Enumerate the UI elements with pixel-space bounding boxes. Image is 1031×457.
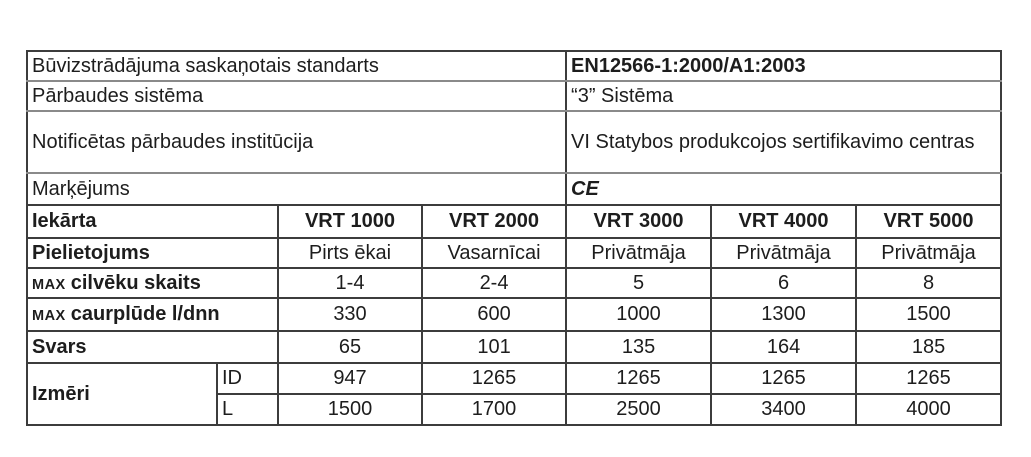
cell-value: 164 <box>711 331 856 363</box>
marking-label: Marķējums <box>27 173 566 205</box>
row-standard <box>27 51 1001 81</box>
row-test-system <box>27 81 1001 111</box>
application-label <box>27 238 278 268</box>
cell-value: 5 <box>566 268 711 298</box>
cell-value: 1500 <box>278 394 422 425</box>
max-prefix: MAX <box>32 308 66 324</box>
max-flow-label <box>27 298 278 331</box>
cell-value: 65 <box>278 331 422 363</box>
cell-value: Privātmāja <box>856 238 1001 268</box>
row-models <box>27 205 1001 238</box>
cell-value: 185 <box>856 331 1001 363</box>
cell-value: 1265 <box>422 363 566 394</box>
model-name: VRT 3000 <box>566 205 711 238</box>
label-text: Pielietojums <box>32 241 150 264</box>
cell-value: 8 <box>856 268 1001 298</box>
marking-value: CE <box>566 173 1001 205</box>
cell-value: Vasarnīcai <box>422 238 566 268</box>
cell-value: 4000 <box>856 394 1001 425</box>
label-text: Svars <box>32 335 87 358</box>
dimension-key: L <box>217 394 278 425</box>
cell-value: 101 <box>422 331 566 363</box>
models-label: Iekārta <box>27 205 278 238</box>
cell-value: 2-4 <box>422 268 566 298</box>
row-max-people <box>27 268 1001 298</box>
row-application <box>27 238 1001 268</box>
cell-value: 1700 <box>422 394 566 425</box>
cell-value: Privātmāja <box>711 238 856 268</box>
cell-value: Pirts ēkai <box>278 238 422 268</box>
model-name: VRT 1000 <box>278 205 422 238</box>
product-spec-table <box>26 50 1002 426</box>
max-prefix: MAX <box>32 276 66 293</box>
cell-value: 3400 <box>711 394 856 425</box>
weight-label <box>27 331 278 363</box>
cell-value: 947 <box>278 363 422 394</box>
cell-value: 1265 <box>856 363 1001 394</box>
row-marking <box>27 173 1001 205</box>
model-name: VRT 4000 <box>711 205 856 238</box>
cell-value: 1265 <box>566 363 711 394</box>
cell-value: 135 <box>566 331 711 363</box>
model-name: VRT 5000 <box>856 205 1001 238</box>
label-text: caurplūde l/dnn <box>70 303 220 325</box>
notified-body-label: Notificētas pārbaudes institūcija <box>27 111 566 173</box>
cell-value: 1-4 <box>278 268 422 298</box>
cell-value: Privātmāja <box>566 238 711 268</box>
cell-value: 330 <box>278 298 422 331</box>
row-weight <box>27 331 1001 363</box>
row-dimensions-id <box>27 363 1001 394</box>
cell-value: 600 <box>422 298 566 331</box>
test-system-value: “3” Sistēma <box>566 81 1001 111</box>
label-text: cilvēku skaits <box>70 271 201 294</box>
cell-value: 1300 <box>711 298 856 331</box>
cell-value: 6 <box>711 268 856 298</box>
test-system-label: Pārbaudes sistēma <box>27 81 566 111</box>
cell-value: 1500 <box>856 298 1001 331</box>
model-name: VRT 2000 <box>422 205 566 238</box>
notified-body-value: VI Statybos produkcojos sertifikavimo centras <box>566 111 1001 173</box>
max-people-label <box>27 268 278 298</box>
dimensions-label: Izmēri <box>27 363 217 425</box>
row-max-flow <box>27 298 1001 331</box>
cell-value: 2500 <box>566 394 711 425</box>
dimension-key: ID <box>217 363 278 394</box>
cell-value: 1000 <box>566 298 711 331</box>
standard-value: EN12566-1:2000/A1:2003 <box>566 51 1001 81</box>
cell-value: 1265 <box>711 363 856 394</box>
standard-label: Būvizstrādājuma saskaņotais standarts <box>27 51 566 81</box>
row-notified-body <box>27 111 1001 173</box>
